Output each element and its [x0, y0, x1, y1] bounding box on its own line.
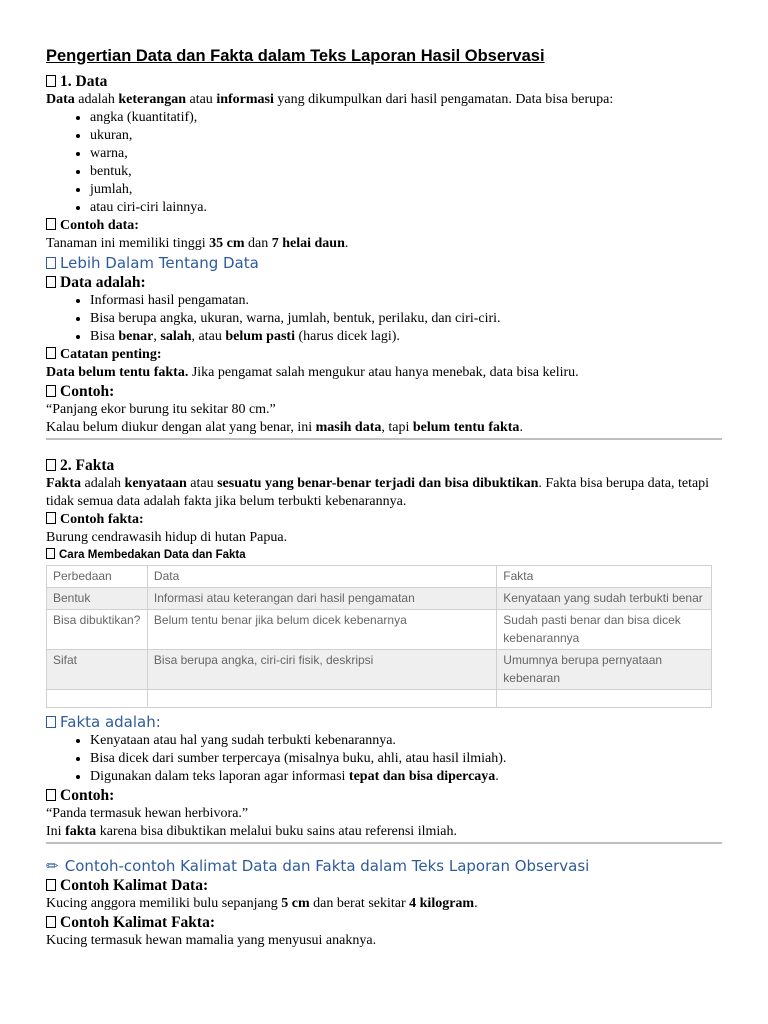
emoji-placeholder-icon — [46, 276, 56, 288]
section-fakta-heading: 2. Fakta — [46, 456, 722, 475]
list-item: • warna, — [90, 145, 722, 163]
list-item: • Digunakan dalam teks laporan agar informasi tepat dan bisa dipercaya. — [90, 768, 722, 786]
table-header-cell: Fakta — [497, 566, 712, 588]
table-cell: Bisa berupa angka, ciri-ciri fisik, deskripsi — [147, 650, 496, 690]
data-definition: Data adalah keterangan atau informasi yang dikumpulkan dari hasil pengamatan. Data bisa berupa: — [46, 92, 614, 107]
list-item: • jumlah, — [90, 181, 722, 199]
list-item: • Informasi hasil pengamatan. — [90, 292, 722, 310]
emoji-placeholder-icon — [46, 916, 56, 928]
important-note: Data belum tentu fakta. Jika pengamat salah mengukur atau hanya menebak, data bisa keliru. — [46, 365, 579, 380]
table-cell: Umumnya berupa pernyataan kebenaran — [497, 650, 712, 690]
pencil-icon: ✏ — [46, 857, 59, 875]
fakta-example-quote: “Panda termasuk hewan herbivora.” — [46, 806, 249, 821]
data-example: Tanaman ini memiliki tinggi 35 cm dan 7 helai daun. — [46, 236, 349, 251]
fakta-is-heading: Fakta adalah: — [46, 712, 722, 732]
table-cell: Bentuk — [47, 588, 148, 610]
emoji-placeholder-icon — [46, 789, 56, 801]
emoji-placeholder-icon — [46, 385, 56, 397]
table-cell: Sudah pasti benar dan bisa dicek kebenarannya — [497, 610, 712, 650]
table-empty-row — [47, 690, 712, 708]
list-item: • ukuran, — [90, 127, 722, 145]
fakta-example-explanation: Ini fakta karena bisa dibuktikan melalui buku sains atau referensi ilmiah. — [46, 824, 457, 839]
emoji-placeholder-icon — [46, 218, 56, 230]
table-row — [47, 650, 712, 690]
section-divider — [46, 842, 722, 844]
table-header-cell: Perbedaan — [47, 566, 148, 588]
list-item: • bentuk, — [90, 163, 722, 181]
table-row — [47, 588, 712, 610]
emoji-placeholder-icon — [46, 347, 56, 359]
table-cell: Kenyataan yang sudah terbukti benar — [497, 588, 712, 610]
data-example-explanation: Kalau belum diukur dengan alat yang benar, ini masih data, tapi belum tentu fakta. — [46, 420, 523, 435]
list-item: • Kenyataan atau hal yang sudah terbukti kebenarannya. — [90, 732, 722, 750]
fakta-example: Burung cendrawasih hidup di hutan Papua. — [46, 530, 288, 545]
data-sentence: Kucing anggora memiliki bulu sepanjang 5 cm dan berat sekitar 4 kilogram. — [46, 896, 478, 911]
list-item: • atau ciri-ciri lainnya. — [90, 199, 722, 217]
table-cell: Belum tentu benar jika belum dicek kebenarnya — [147, 610, 496, 650]
table-header-cell: Data — [147, 566, 496, 588]
table-cell: Sifat — [47, 650, 148, 690]
fakta-example-label: Contoh fakta: — [46, 511, 722, 529]
table-cell: Bisa dibuktikan? — [47, 610, 148, 650]
section-data-heading: 1. Data — [46, 72, 722, 91]
document-title: Pengertian Data dan Fakta dalam Teks Laporan Hasil Observasi — [46, 47, 545, 65]
table-header-row — [47, 566, 712, 588]
emoji-placeholder-icon — [46, 459, 56, 471]
data-example-heading: Contoh: — [46, 382, 722, 401]
emoji-placeholder-icon — [46, 716, 56, 728]
examples-heading: ✏ Contoh-contoh Kalimat Data dan Fakta dalam Teks Laporan Observasi — [46, 857, 590, 875]
data-sentence-heading: Contoh Kalimat Data: — [46, 876, 722, 895]
fakta-is-list — [46, 732, 722, 786]
list-item: • angka (kuantitatif), — [90, 109, 722, 127]
data-forms-list — [46, 109, 722, 217]
emoji-placeholder-icon — [46, 257, 56, 269]
table-row — [47, 610, 712, 650]
fact-sentence-heading: Contoh Kalimat Fakta: — [46, 913, 722, 932]
fakta-example-heading: Contoh: — [46, 786, 722, 805]
comparison-table — [46, 565, 712, 708]
comparison-table-title: Cara Membedakan Data dan Fakta — [46, 547, 722, 563]
fact-sentence: Kucing termasuk hewan mamalia yang menyusui anaknya. — [46, 933, 377, 948]
data-deeper-heading: Lebih Dalam Tentang Data — [46, 253, 722, 273]
list-item: • Bisa benar, salah, atau belum pasti (harus dicek lagi). — [90, 328, 722, 346]
important-note-label: Catatan penting: — [46, 346, 722, 364]
emoji-placeholder-icon — [46, 548, 55, 559]
section-divider — [46, 438, 722, 440]
emoji-placeholder-icon — [46, 512, 56, 524]
fakta-definition: Fakta adalah kenyataan atau sesuatu yang benar-benar terjadi dan bisa dibuktikan. Fakta bisa berupa data, tetapi tidak semua data adalah fakta jika belum terbukti kebenarannya. — [46, 476, 710, 509]
data-is-heading: Data adalah: — [46, 273, 722, 292]
data-example-label: Contoh data: — [46, 217, 722, 235]
document-page — [46, 46, 722, 950]
table-cell: Informasi atau keterangan dari hasil pengamatan — [147, 588, 496, 610]
emoji-placeholder-icon — [46, 75, 56, 87]
list-item: • Bisa berupa angka, ukuran, warna, jumlah, bentuk, perilaku, dan ciri-ciri. — [90, 310, 722, 328]
data-example-quote: “Panjang ekor burung itu sekitar 80 cm.” — [46, 402, 276, 417]
list-item: • Bisa dicek dari sumber terpercaya (misalnya buku, ahli, atau hasil ilmiah). — [90, 750, 722, 768]
data-is-list — [46, 292, 722, 346]
emoji-placeholder-icon — [46, 879, 56, 891]
